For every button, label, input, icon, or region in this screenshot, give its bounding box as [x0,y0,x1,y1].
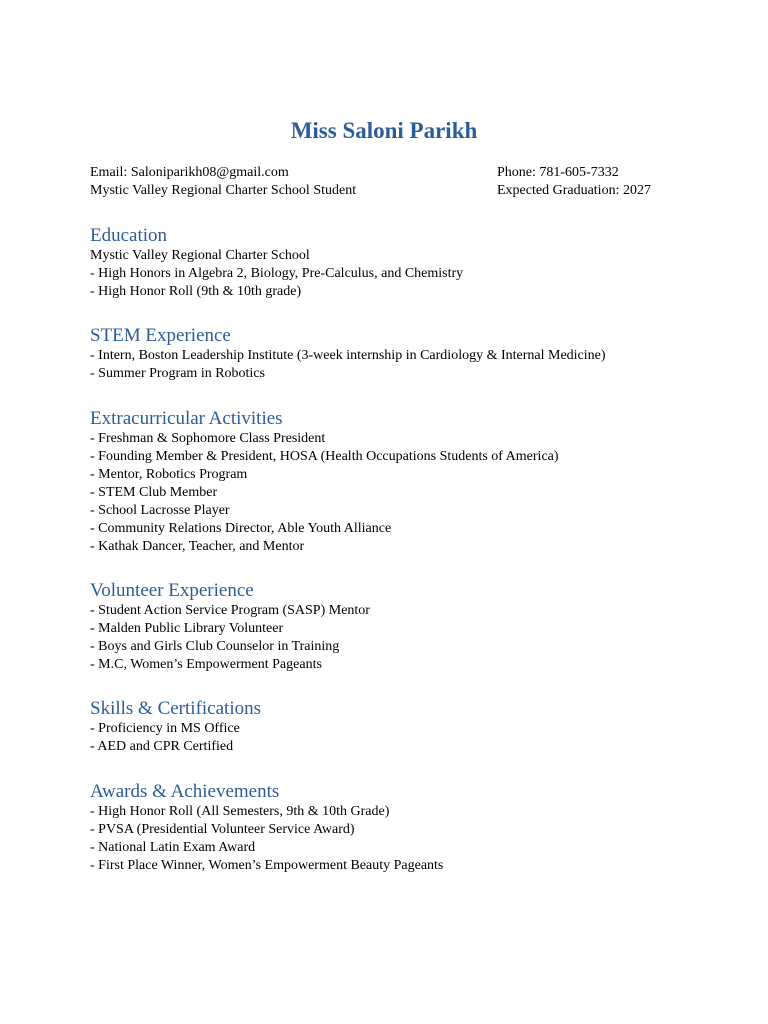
email-line: Email: Saloniparikh08@gmail.com [90,165,289,180]
list-item: Mystic Valley Regional Charter School [90,248,310,263]
section-body [90,602,730,674]
list-item: - AED and CPR Certified [90,739,234,754]
list-item: - Intern, Boston Leadership Institute (3-week internship in Cardiology & Internal Medicine) [90,348,606,363]
contact-right-column [497,164,651,200]
list-item: - Freshman & Sophomore Class President [90,431,326,446]
list-item: - STEM Club Member [90,485,218,500]
list-item: - School Lacrosse Player [90,503,230,518]
section-awards [90,781,730,875]
section-extracurricular [90,408,730,556]
list-item: - Proficiency in MS Office [90,721,240,736]
list-item: - Malden Public Library Volunteer [90,621,284,636]
section-education [90,225,730,301]
list-item: - Kathak Dancer, Teacher, and Mentor [90,539,305,554]
section-body [90,720,730,756]
section-title: STEM Experience [90,325,231,346]
phone-line: Phone: 781-605-7332 [497,165,619,180]
section-skills [90,698,730,756]
list-item: - Summer Program in Robotics [90,366,265,381]
list-item: - M.C, Women’s Empowerment Pageants [90,657,322,672]
list-item: - High Honor Roll (All Semesters, 9th & 10th Grade) [90,804,390,819]
contact-left-column [90,164,356,200]
resume-name: Miss Saloni Parikh [290,118,478,143]
list-item: - Community Relations Director, Able Youth Alliance [90,521,392,536]
section-title: Extracurricular Activities [90,408,283,429]
section-body [90,247,730,301]
list-item: - Founding Member & President, HOSA (Health Occupations Students of America) [90,449,559,464]
list-item: - Mentor, Robotics Program [90,467,248,482]
list-item: - National Latin Exam Award [90,840,256,855]
list-item: - High Honors in Algebra 2, Biology, Pre-Calculus, and Chemistry [90,266,464,281]
list-item: - High Honor Roll (9th & 10th grade) [90,284,302,299]
list-item: - PVSA (Presidential Volunteer Service Award) [90,822,355,837]
list-item: - Student Action Service Program (SASP) Mentor [90,603,370,618]
section-body [90,347,730,383]
list-item: - First Place Winner, Women’s Empowerment Beauty Pageants [90,858,444,873]
graduation-line: Expected Graduation: 2027 [497,183,651,198]
section-body [90,430,730,556]
section-volunteer [90,580,730,674]
list-item: - Boys and Girls Club Counselor in Training [90,639,340,654]
section-title: Awards & Achievements [90,781,280,802]
section-title: Education [90,225,168,246]
section-body [90,803,730,875]
section-title: Volunteer Experience [90,580,254,601]
section-title: Skills & Certifications [90,698,261,719]
section-stem-experience [90,325,730,383]
school-line: Mystic Valley Regional Charter School Student [90,183,357,198]
